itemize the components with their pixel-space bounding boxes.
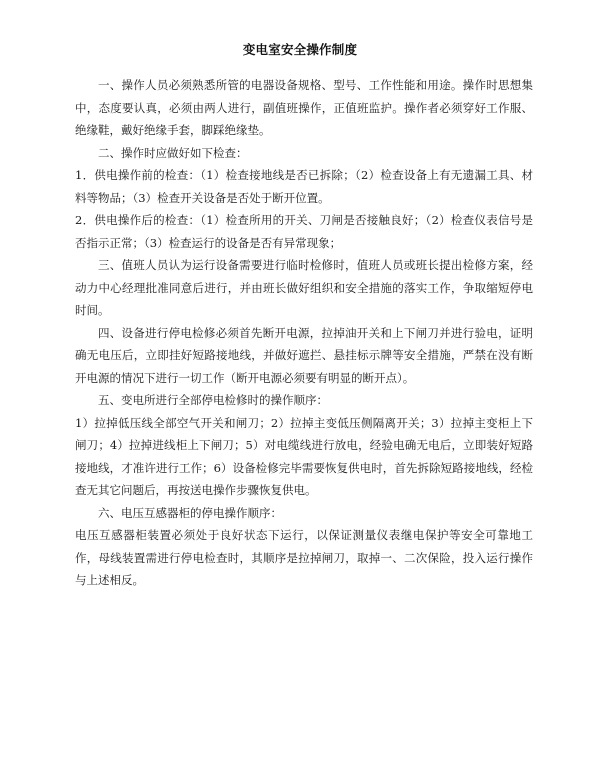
document-body [75, 74, 533, 592]
paragraph-section-4: 四、设备进行停电检修必须首先断开电源，拉掉油开关和上下闸刀并进行验电，证明确无电压后，立即挂好短路接地线，并做好遮拦、悬挂标示牌等安全措施，严禁在没有断开电源的情况下进行一切工作（断开电源必须要有明显的断开点）。 [75, 325, 533, 385]
paragraph-section-6-heading: 六、电压互感器柜的停电操作顺序： [98, 505, 282, 520]
paragraph-section-3: 三、值班人员认为运行设备需要进行临时检修时，值班人员或班长提出检修方案，经动力中心经理批准同意后进行，并由班长做好组织和安全措施的落实工作，争取缩短停电时间。 [75, 258, 533, 317]
paragraph-section-2-heading: 二、操作时应做好如下检查： [98, 145, 248, 160]
document-title: 变电室安全操作制度 [242, 42, 358, 57]
paragraph-section-1: 一、操作人员必须熟悉所管的电器设备规格、型号、工作性能和用途。操作时思想集中，态度要认真，必须由两人进行，副值班操作，正值班监护。操作者必须穿好工作服、绝缘鞋，戴好绝缘手套，脚踩绝缘垫。 [75, 78, 533, 137]
paragraph-pre-supply-check: 1．供电操作前的检查：（1）检查接地线是否已拆除；（2）检查设备上有无遗漏工具、材料等物品；（3）检查开关设备是否处于断开位置。 [75, 168, 533, 205]
paragraph-post-supply-check: 2．供电操作后的检查：（1）检查所用的开关、刀闸是否接触良好；（2）检查仪表信号是否指示正常；（3）检查运行的设备是否有异常现象； [75, 213, 533, 250]
paragraph-pt-cabinet-procedure: 电压互感器柜装置必须处于良好状态下运行，以保证测量仪表继电保护等安全可靠地工作，母线装置需进行停电检查时，其顺序是拉掉闸刀，取掉一、二次保险，投入运行操作与上述相反。 [75, 528, 533, 587]
paragraph-section-5-heading: 五、变电所进行全部停电检修时的操作顺序： [98, 393, 328, 407]
paragraph-full-outage-steps: 1）拉掉低压线全部空气开关和闸刀；2）拉掉主变低压侧隔离开关；3）拉掉主变柜上下闸刀；4）拉掉进线柜上下闸刀；5）对电缆线进行放电，经验电确无电后，立即装好短路接地线，才准许进行工作；6）设备检修完毕需要恢复供电时，首先拆除短路接地线，经检查无其它问题后，再按送电操作步骤恢复供电。 [75, 415, 533, 497]
